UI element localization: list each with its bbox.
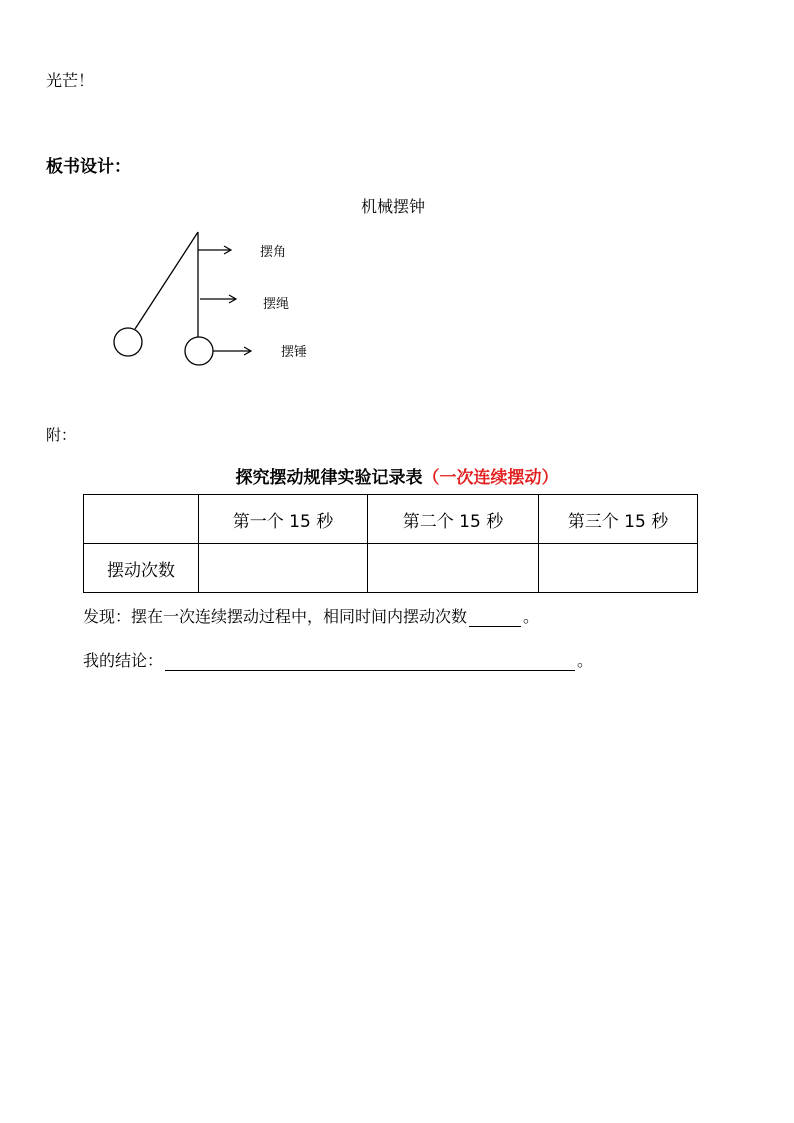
record-table	[83, 494, 698, 593]
label-rope: 摆绳	[263, 297, 290, 312]
arrow-rope	[200, 295, 236, 303]
arrow-angle	[198, 246, 231, 254]
label-swing-angle: 摆角	[260, 245, 287, 260]
row-label-swing-count: 摆动次数	[84, 544, 199, 593]
table-title	[0, 463, 794, 488]
diagram-title: 机械摆钟	[361, 197, 426, 216]
table-title-main: 探究摆动规律实验记录表	[235, 468, 423, 488]
conclusion-label: 我的结论：	[83, 651, 164, 670]
header-cell-first-15s: 第一个 15 秒	[199, 495, 368, 544]
table-cell[interactable]	[368, 544, 539, 593]
swung-rope	[135, 232, 198, 329]
conclusion-end: 。	[577, 651, 594, 670]
intro-text-end: 光芒！	[46, 71, 95, 90]
table-title-note: （一次连续摆动）	[422, 468, 559, 488]
table-cell[interactable]	[539, 544, 698, 593]
header-cell-empty	[84, 495, 199, 544]
header-cell-third-15s: 第三个 15 秒	[539, 495, 698, 544]
table-header-row	[84, 495, 698, 544]
arrow-bob	[213, 347, 251, 355]
finding-end: 。	[523, 607, 540, 626]
table-cell[interactable]	[199, 544, 368, 593]
finding-text: 发现：摆在一次连续摆动过程中，相同时间内摆动次数	[83, 607, 468, 626]
conclusion-line	[83, 648, 593, 671]
conclusion-blank[interactable]	[165, 654, 575, 671]
table-row	[84, 544, 698, 593]
swung-bob	[114, 328, 142, 356]
board-design-heading: 板书设计：	[46, 157, 131, 177]
vertical-bob	[185, 337, 213, 365]
header-cell-second-15s: 第二个 15 秒	[368, 495, 539, 544]
finding-line	[83, 604, 539, 627]
finding-blank[interactable]	[469, 610, 521, 627]
pendulum-diagram	[0, 220, 400, 380]
appendix-label: 附：	[46, 426, 77, 444]
label-bob: 摆锤	[281, 345, 308, 360]
